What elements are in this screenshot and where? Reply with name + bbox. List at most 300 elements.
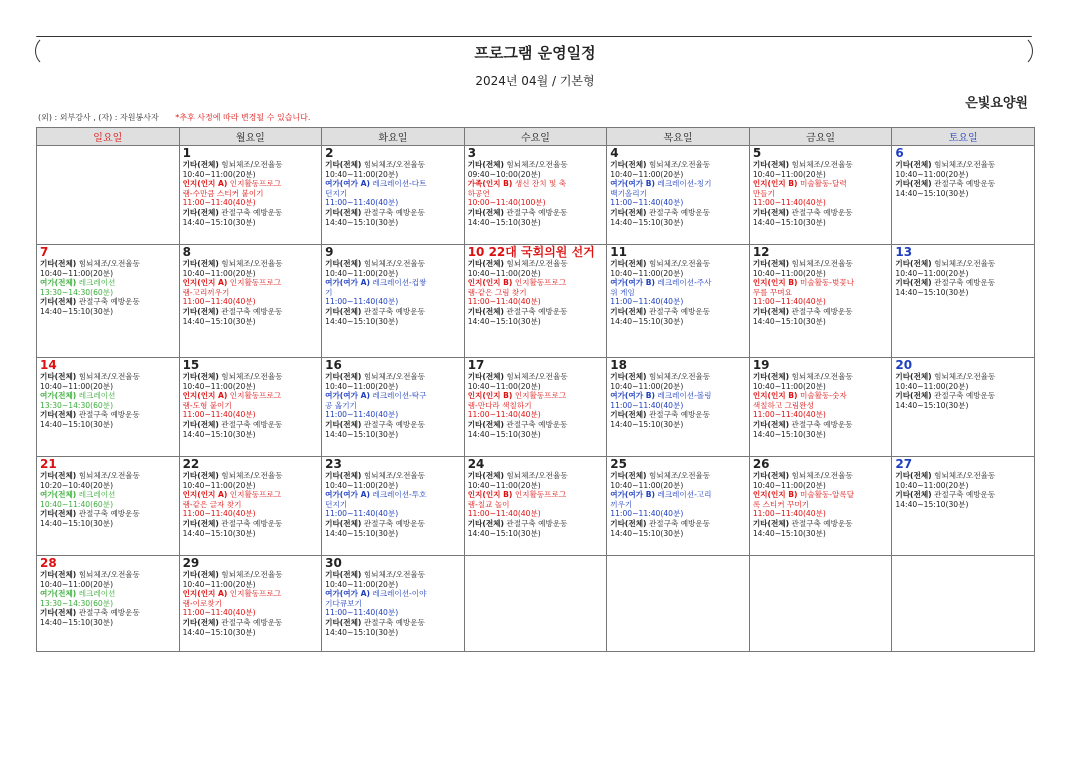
program-detail: 14:40~15:10(30분) xyxy=(610,217,684,227)
schedule-line xyxy=(325,401,461,411)
program-detail: 힘뇌체조/오전율동 xyxy=(221,471,283,480)
day-cell xyxy=(322,457,465,556)
schedule-line xyxy=(610,317,746,327)
schedule-line xyxy=(40,509,176,519)
day-number: 3 xyxy=(467,146,477,160)
program-category: 기타(전체) xyxy=(40,259,77,268)
program-detail: 힘뇌체조/오전율동 xyxy=(363,570,426,579)
program-detail: 관절구축 예방운동 xyxy=(791,419,853,429)
program-detail: 관절구축 예방운동 xyxy=(78,608,140,618)
program-detail: 던지기 xyxy=(325,499,348,509)
schedule-line xyxy=(610,382,746,392)
schedule-line xyxy=(753,160,889,170)
schedule-line xyxy=(468,391,604,401)
schedule-line xyxy=(183,509,319,519)
day-cell xyxy=(179,457,322,556)
schedule-line xyxy=(40,570,176,580)
program-detail: 기 xyxy=(325,287,333,297)
program-category: 인지(인지 A) xyxy=(182,179,228,189)
schedule-line xyxy=(183,401,319,411)
program-detail: 힘뇌체조/오전율동 xyxy=(78,570,140,579)
program-detail: 11:00~11:40(40분) xyxy=(182,608,256,618)
program-category: 여가(여가 B) xyxy=(610,278,655,288)
program-detail: 11:00~11:40(40분) xyxy=(752,410,826,420)
schedule-line xyxy=(183,471,319,481)
day-cell xyxy=(37,457,180,556)
day-number: 22 xyxy=(182,457,200,471)
program-category: 기타(전체) xyxy=(752,207,790,217)
schedule-line xyxy=(325,160,461,170)
program-detail: 10:40~11:00(20분) xyxy=(467,268,541,278)
program-detail: 램-같은 글자 찾기 xyxy=(182,499,242,509)
program-detail: 힘뇌체조/오전율동 xyxy=(648,471,711,480)
program-detail: 14:40~15:10(30분) xyxy=(325,528,399,538)
program-detail: 10:40~11:00(20분) xyxy=(895,480,969,490)
schedule-line xyxy=(753,189,889,199)
schedule-line xyxy=(183,589,319,599)
program-detail: 인지활동프로그 xyxy=(514,278,567,288)
day-number: 19 xyxy=(752,358,770,372)
schedule-line xyxy=(753,490,889,500)
day-number: 27 xyxy=(895,457,913,471)
program-category: 기타(전체) xyxy=(752,419,790,429)
program-detail: 힘뇌체조/오전율동 xyxy=(221,160,283,169)
day-number: 29 xyxy=(182,556,200,570)
program-category: 기타(전체) xyxy=(610,207,647,217)
program-category: 기타(전체) xyxy=(40,509,77,519)
week-row xyxy=(37,556,1035,652)
schedule-line xyxy=(325,509,461,519)
day-cell xyxy=(749,245,892,358)
schedule-line xyxy=(753,372,889,382)
schedule-line xyxy=(895,278,1031,288)
schedule-line xyxy=(325,288,461,298)
program-category: 여가(여가 A) xyxy=(325,490,370,500)
program-detail: 14:40~15:10(30분) xyxy=(325,316,399,326)
day-number: 5 xyxy=(752,146,762,160)
program-detail: 관절구축 예방운동 xyxy=(648,518,711,528)
program-detail: 10:40~11:00(20분) xyxy=(40,268,114,278)
program-category: 기타(전체) xyxy=(610,306,647,316)
schedule-line xyxy=(183,170,319,180)
schedule-line xyxy=(325,208,461,218)
schedule-line xyxy=(183,382,319,392)
day-cell xyxy=(892,556,1035,652)
schedule-line xyxy=(325,317,461,327)
program-category: 기타(전체) xyxy=(467,207,504,217)
schedule-line xyxy=(183,618,319,628)
program-detail: 관절구축 예방운동 xyxy=(934,278,996,288)
program-category: 인지(인지 B) xyxy=(467,278,513,288)
schedule-line xyxy=(610,288,746,298)
program-detail: 관절구축 예방운동 xyxy=(221,306,283,316)
day-number: 24 xyxy=(467,457,485,471)
program-detail: 레크레이션-주사 xyxy=(657,278,712,288)
schedule-line xyxy=(40,307,176,317)
program-detail: 14:40~15:10(30분) xyxy=(610,528,684,538)
program-category: 기타(전체) xyxy=(40,372,77,381)
schedule-line xyxy=(40,401,176,411)
program-detail: 10:40~11:00(20분) xyxy=(610,381,684,391)
program-detail: 11:00~11:40(40분) xyxy=(325,608,399,618)
program-category: 기타(전체) xyxy=(325,160,362,169)
day-number: 9 xyxy=(325,245,334,259)
program-category: 여가(여가 A) xyxy=(325,589,370,599)
day-cell xyxy=(607,457,750,556)
schedule-line xyxy=(183,179,319,189)
program-detail: 10:40~11:00(20분) xyxy=(182,169,256,179)
program-detail: 힘뇌체조/오전율동 xyxy=(934,160,996,169)
weekday-saturday: 토요일 xyxy=(892,128,1035,146)
program-category: 기타(전체) xyxy=(752,306,790,316)
program-category: 기타(전체) xyxy=(895,471,932,480)
program-detail: 관절구축 예방운동 xyxy=(506,306,568,316)
schedule-line xyxy=(468,297,604,307)
program-detail: 관절구축 예방운동 xyxy=(934,179,996,189)
program-detail: 관절구축 예방운동 xyxy=(506,518,568,528)
program-category: 기타(전체) xyxy=(325,617,362,627)
schedule-line xyxy=(895,160,1031,170)
schedule-line xyxy=(610,189,746,199)
program-detail: 11:00~11:40(40분) xyxy=(752,297,826,307)
program-detail: 레크레이션-고리 xyxy=(657,490,712,500)
day-cell xyxy=(607,358,750,457)
schedule-line xyxy=(468,509,604,519)
program-category: 기타(전체) xyxy=(895,259,932,268)
schedule-line xyxy=(610,307,746,317)
program-detail: 관절구축 예방운동 xyxy=(506,207,568,217)
schedule-line xyxy=(40,599,176,609)
day-cell xyxy=(892,146,1035,245)
day-number: 18 xyxy=(610,358,627,372)
schedule-line xyxy=(610,218,746,228)
program-detail: 힘뇌체조/오전율동 xyxy=(363,160,426,169)
program-detail: 힘뇌체조/오전율동 xyxy=(791,259,853,268)
day-cell xyxy=(179,358,322,457)
program-detail: 10:40~11:00(20분) xyxy=(752,381,826,391)
program-detail: 레크레이션-볼링 xyxy=(657,391,712,401)
program-detail: 11:00~11:40(40분) xyxy=(467,509,541,519)
program-detail: 백기올리기 xyxy=(610,188,647,198)
program-detail: 레크레이션 xyxy=(78,391,116,401)
schedule-line xyxy=(40,297,176,307)
schedule-line xyxy=(895,372,1031,382)
schedule-line xyxy=(325,589,461,599)
program-category: 인지(인지 A) xyxy=(182,589,228,599)
schedule-line xyxy=(183,529,319,539)
day-number: 7 xyxy=(40,245,49,259)
page-subtitle: 2024년 04월 / 기본형 xyxy=(475,74,595,88)
schedule-line xyxy=(895,179,1031,189)
program-detail: 관절구축 예방운동 xyxy=(648,207,711,217)
program-detail: 14:40~15:10(30분) xyxy=(325,429,399,439)
schedule-line xyxy=(895,189,1031,199)
schedule-line xyxy=(325,519,461,529)
program-detail: 10:40~11:00(20분) xyxy=(610,268,684,278)
schedule-line xyxy=(40,490,176,500)
schedule-line xyxy=(183,420,319,430)
schedule-line xyxy=(610,420,746,430)
program-detail: 10:40~11:00(20분) xyxy=(467,480,541,490)
schedule-line xyxy=(183,391,319,401)
program-detail: 램-도형 붙이기 xyxy=(182,400,232,410)
schedule-line xyxy=(40,589,176,599)
schedule-line xyxy=(468,529,604,539)
program-detail: 인지활동프로그 xyxy=(229,490,282,500)
program-detail: 생신 잔치 및 축 xyxy=(514,179,567,189)
program-detail: 14:40~15:10(30분) xyxy=(895,400,969,410)
program-detail: 힘뇌체조/오전율동 xyxy=(506,259,568,268)
schedule-line xyxy=(183,599,319,609)
program-detail: 14:40~15:10(30분) xyxy=(182,217,256,227)
schedule-line xyxy=(40,580,176,590)
schedule-line xyxy=(325,580,461,590)
day-cell xyxy=(322,146,465,245)
schedule-line xyxy=(610,509,746,519)
schedule-line xyxy=(183,608,319,618)
schedule-line xyxy=(895,500,1031,510)
program-detail: 램-수만큼 스티커 붙이기 xyxy=(182,188,264,198)
day-number: 11 xyxy=(610,245,627,259)
program-category: 인지(인지 A) xyxy=(182,278,228,288)
schedule-line xyxy=(468,317,604,327)
schedule-line xyxy=(753,259,889,269)
schedule-line xyxy=(895,269,1031,279)
schedule-line xyxy=(325,410,461,420)
schedule-line xyxy=(40,391,176,401)
program-detail: 인지활동프로그 xyxy=(229,589,282,599)
program-detail: 14:40~15:10(30분) xyxy=(325,217,399,227)
program-detail: 14:40~15:10(30분) xyxy=(40,518,114,528)
day-cell xyxy=(464,245,607,358)
schedule-line xyxy=(610,269,746,279)
program-detail: 관절구축 예방운동 xyxy=(791,518,853,528)
program-detail: 힘뇌체조/오전율동 xyxy=(221,259,283,268)
program-detail: 14:40~15:10(30분) xyxy=(40,617,114,627)
program-detail: 힘뇌체조/오전율동 xyxy=(648,372,711,381)
schedule-line xyxy=(468,430,604,440)
program-detail: 10:40~11:00(20분) xyxy=(610,480,684,490)
program-category: 인지(인지 B) xyxy=(467,490,513,500)
program-category: 인지(인지 A) xyxy=(182,490,228,500)
program-category: 여가(여가 A) xyxy=(325,391,370,401)
schedule-line xyxy=(183,481,319,491)
program-detail: 인지활동프로그 xyxy=(514,391,567,401)
day-number: 12 xyxy=(752,245,770,259)
program-detail: 14:40~15:10(30분) xyxy=(895,188,969,198)
weekday-monday: 월요일 xyxy=(179,128,322,146)
schedule-line xyxy=(325,218,461,228)
program-category: 여가(전체) xyxy=(40,589,77,599)
schedule-line xyxy=(325,189,461,199)
schedule-line xyxy=(325,471,461,481)
program-category: 기타(전체) xyxy=(182,207,219,217)
day-cell xyxy=(464,457,607,556)
program-category: 기타(전체) xyxy=(182,570,219,579)
program-category: 기타(전체) xyxy=(895,391,932,401)
program-detail: 미술활동-벚꽃나 xyxy=(799,278,855,288)
schedule-line xyxy=(183,317,319,327)
program-detail: 관절구축 예방운동 xyxy=(791,207,853,217)
program-detail: 10:40~11:00(20분) xyxy=(610,169,684,179)
day-number: 2 xyxy=(325,146,334,160)
program-category: 여가(여가 A) xyxy=(325,278,370,288)
schedule-line xyxy=(610,519,746,529)
program-category: 여가(전체) xyxy=(40,391,77,401)
day-cell xyxy=(37,556,180,652)
schedule-line xyxy=(40,259,176,269)
program-detail: 레크레이션-다트 xyxy=(372,179,427,189)
schedule-line xyxy=(183,269,319,279)
schedule-line xyxy=(468,382,604,392)
notice-text: *추후 사정에 따라 변경될 수 있습니다. xyxy=(175,113,311,122)
schedule-line xyxy=(753,278,889,288)
program-category: 기타(전체) xyxy=(610,372,647,381)
program-detail: 관절구축 예방운동 xyxy=(221,518,283,528)
schedule-line xyxy=(895,382,1031,392)
schedule-line xyxy=(183,259,319,269)
schedule-line xyxy=(468,481,604,491)
day-number: 8 xyxy=(182,245,191,259)
schedule-line xyxy=(325,570,461,580)
program-detail: 10:00~11:40(100분) xyxy=(467,198,546,208)
schedule-line xyxy=(468,189,604,199)
program-detail: 11:00~11:40(40분) xyxy=(182,297,256,307)
schedule-line xyxy=(753,307,889,317)
week-row xyxy=(37,358,1035,457)
program-detail: 14:40~15:10(30분) xyxy=(182,627,256,637)
weekday-tuesday: 화요일 xyxy=(322,128,465,146)
schedule-line xyxy=(40,471,176,481)
program-detail: 록 스티커 꾸미기 xyxy=(752,499,809,509)
day-number: 25 xyxy=(610,457,627,471)
schedule-line xyxy=(468,471,604,481)
schedule-line xyxy=(753,500,889,510)
program-detail: 11:00~11:40(40분) xyxy=(325,198,399,208)
program-category: 기타(전체) xyxy=(895,179,932,189)
week-row xyxy=(37,146,1035,245)
program-category: 기타(전체) xyxy=(325,259,362,268)
schedule-line xyxy=(610,391,746,401)
program-category: 기타(전체) xyxy=(325,372,362,381)
schedule-line xyxy=(895,401,1031,411)
day-number: 20 xyxy=(895,358,913,372)
schedule-line xyxy=(753,420,889,430)
schedule-line xyxy=(183,372,319,382)
schedule-line xyxy=(468,372,604,382)
program-detail: 10:20~10:40(20분) xyxy=(40,480,114,490)
schedule-line xyxy=(325,490,461,500)
program-category: 기타(전체) xyxy=(182,259,219,268)
schedule-line xyxy=(753,481,889,491)
program-category: 기타(전체) xyxy=(325,306,362,316)
program-detail: 공 옮기기 xyxy=(325,400,357,410)
schedule-line xyxy=(753,179,889,189)
program-detail: 14:40~15:10(30분) xyxy=(467,316,541,326)
program-category: 기타(전체) xyxy=(182,372,219,381)
program-detail: 힘뇌체조/오전율동 xyxy=(506,372,568,381)
program-detail: 무를 꾸며요 xyxy=(752,287,792,297)
program-detail: 인지활동프로그 xyxy=(229,278,282,288)
schedule-line xyxy=(753,401,889,411)
schedule-line xyxy=(183,297,319,307)
schedule-line xyxy=(468,519,604,529)
program-detail: 10:40~11:00(20분) xyxy=(325,579,399,589)
day-number: 28 xyxy=(40,556,57,570)
program-detail: 11:00~11:40(40분) xyxy=(182,509,256,519)
program-category: 기타(전체) xyxy=(610,518,647,528)
schedule-line xyxy=(183,278,319,288)
program-detail: 힘뇌체조/오전율동 xyxy=(791,160,853,169)
schedule-line xyxy=(610,410,746,420)
program-detail: 램-고리끼우기 xyxy=(182,287,230,297)
program-detail: 힘뇌체조/오전율동 xyxy=(791,471,853,480)
schedule-line xyxy=(610,372,746,382)
program-detail: 하공연 xyxy=(467,188,490,198)
schedule-line xyxy=(610,529,746,539)
program-detail: 힘뇌체조/오전율동 xyxy=(363,372,426,381)
day-cell xyxy=(37,358,180,457)
day-cell xyxy=(179,245,322,358)
program-detail: 관절구축 예방운동 xyxy=(648,410,711,420)
program-detail: 11:00~11:40(40분) xyxy=(182,410,256,420)
program-detail: 10:40~11:00(20분) xyxy=(182,381,256,391)
program-category: 기타(전체) xyxy=(467,419,504,429)
program-category: 기타(전체) xyxy=(610,160,647,169)
program-category: 기타(전체) xyxy=(895,490,932,500)
program-detail: 힘뇌체조/오전율동 xyxy=(506,160,568,169)
program-detail: 관절구축 예방운동 xyxy=(78,297,140,307)
day-number: 30 xyxy=(325,556,342,570)
schedule-line xyxy=(183,208,319,218)
program-detail: 10:40~11:00(20분) xyxy=(40,381,114,391)
program-category: 기타(전체) xyxy=(182,306,219,316)
program-category: 기타(전체) xyxy=(610,410,647,420)
program-category: 기타(전체) xyxy=(40,471,77,480)
schedule-line xyxy=(468,401,604,411)
program-category: 인지(인지 B) xyxy=(467,391,513,401)
program-detail: 10:40~11:00(20분) xyxy=(325,480,399,490)
schedule-line xyxy=(325,529,461,539)
schedule-line xyxy=(325,297,461,307)
day-cell xyxy=(749,556,892,652)
day-number: 15 xyxy=(182,358,200,372)
program-detail: 11:00~11:40(40분) xyxy=(467,297,541,307)
program-detail: 10:40~11:00(20분) xyxy=(752,169,826,179)
program-detail: 11:00~11:40(40분) xyxy=(610,198,684,208)
program-category: 기타(전체) xyxy=(467,471,504,480)
program-category: 기타(전체) xyxy=(40,297,77,307)
schedule-line xyxy=(40,269,176,279)
schedule-line xyxy=(753,410,889,420)
program-detail: 10:40~11:00(20분) xyxy=(182,480,256,490)
program-detail: 힘뇌체조/오전율동 xyxy=(78,471,140,480)
day-number: 26 xyxy=(752,457,770,471)
schedule-line xyxy=(610,481,746,491)
program-category: 인지(인지 B) xyxy=(752,490,798,500)
schedule-line xyxy=(610,401,746,411)
schedule-line xyxy=(325,278,461,288)
schedule-line xyxy=(40,278,176,288)
program-detail: 10:40~11:00(20분) xyxy=(325,268,399,278)
program-detail: 14:40~15:10(30분) xyxy=(752,429,826,439)
schedule-line xyxy=(753,170,889,180)
program-category: 기타(전체) xyxy=(467,160,504,169)
schedule-line xyxy=(325,198,461,208)
schedule-line xyxy=(325,481,461,491)
program-detail: 미술활동-숫자 xyxy=(799,391,847,401)
program-category: 기타(전체) xyxy=(182,419,219,429)
